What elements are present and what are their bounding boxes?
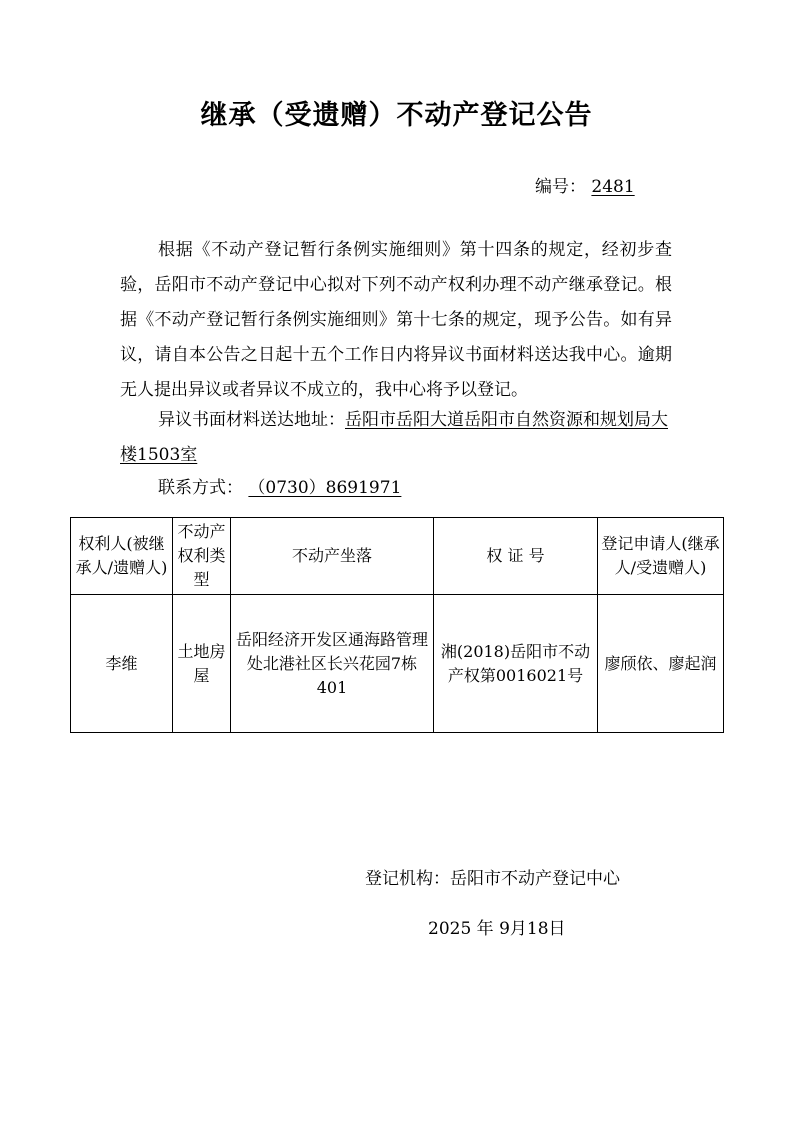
contact-value: （0730）8691971	[248, 478, 402, 498]
serial-label: 编号：	[535, 177, 586, 197]
registration-table	[70, 517, 724, 733]
header-right-type: 不动产权利类型	[173, 518, 231, 595]
serial-number	[535, 172, 635, 197]
cell-holder: 李维	[71, 595, 173, 733]
contact-label: 联系方式：	[158, 478, 243, 498]
cell-right-type: 土地房屋	[173, 595, 231, 733]
header-location: 不动产坐落	[231, 518, 434, 595]
objection-address	[120, 403, 672, 473]
header-holder: 权利人(被继承人/遗赠人)	[71, 518, 173, 595]
table-header-row	[71, 518, 724, 595]
notice-date: 2025 年 9月18日	[428, 919, 566, 939]
header-applicants: 登记申请人(继承人/受遗赠人)	[598, 518, 724, 595]
contact-info	[158, 473, 401, 498]
address-label: 异议书面材料送达地址：	[158, 410, 345, 430]
table-row	[71, 595, 724, 733]
cell-certificate: 湘(2018)岳阳市不动产权第0016021号	[434, 595, 598, 733]
address-value: 岳阳市岳阳大道岳阳市自然资源和规划局大楼1503室	[120, 410, 668, 465]
serial-value: 2481	[591, 177, 635, 197]
cell-location: 岳阳经济开发区通海路管理处北港社区长兴花园7栋401	[231, 595, 434, 733]
notice-title: 继承（受遗赠）不动产登记公告	[200, 100, 593, 131]
header-certificate: 权 证 号	[434, 518, 598, 595]
notice-body: 根据《不动产登记暂行条例实施细则》第十四条的规定，经初步查验，岳阳市不动产登记中心拟对下列不动产权利办理不动产继承登记。根据《不动产登记暂行条例实施细则》第十七条的规定，现予公告。如有异议，请自本公告之日起十五个工作日内将异议书面材料送达我中心。逾期无人提出异议或者异议不成立的，我中心将予以登记。	[120, 240, 672, 400]
registration-authority: 登记机构：岳阳市不动产登记中心	[365, 869, 620, 889]
cell-applicants: 廖颀依、廖起润	[598, 595, 724, 733]
